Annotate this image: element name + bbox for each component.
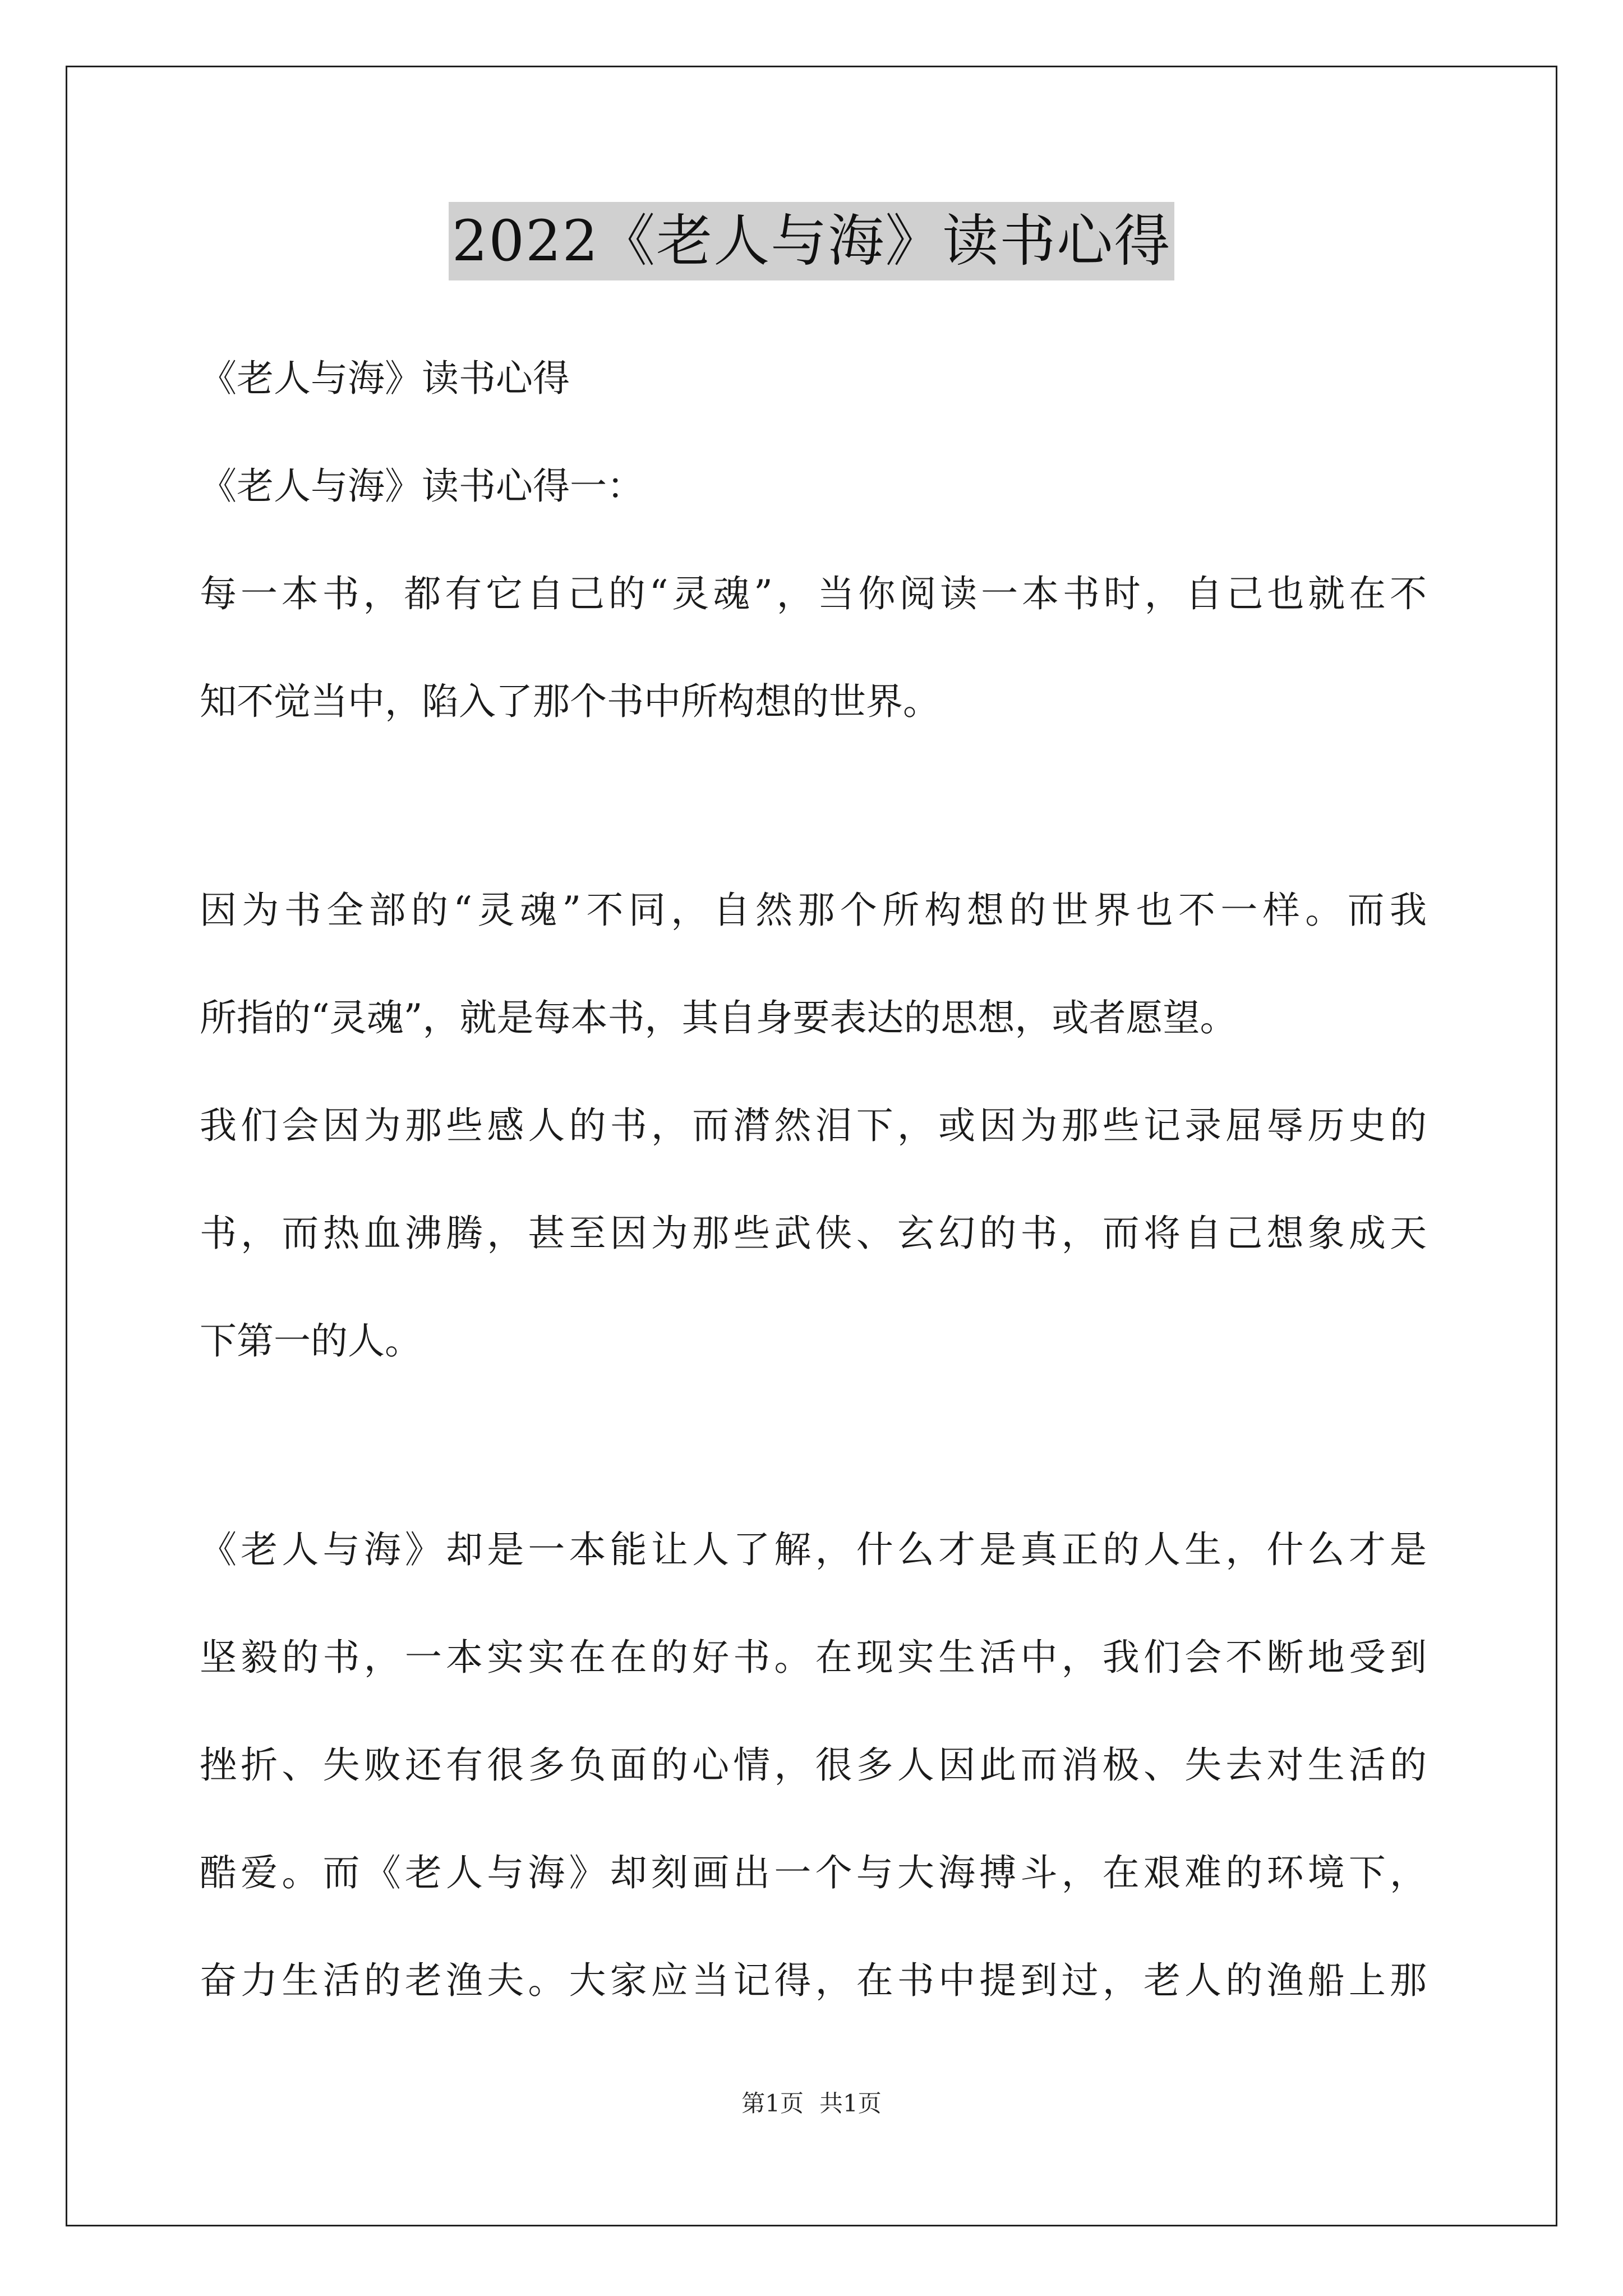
body-line: 知不觉当中，陷入了那个书中所构想的世界。 — [200, 680, 940, 723]
document-subheading: 《老人与海》读书心得一： — [200, 464, 644, 508]
body-line: 挫折、失败还有很多负面的心情，很多人因此而消极、失去对生活的 — [200, 1743, 1427, 1787]
body-line: 因为书全部的“灵魂”不同，自然那个所构想的世界也不一样。而我 — [200, 889, 1427, 932]
body-line: 我们会因为那些感人的书，而潸然泪下，或因为那些记录屈辱历史的 — [200, 1104, 1427, 1147]
page-total: 共1页 — [819, 2090, 882, 2117]
body-line: 下第一的人。 — [200, 1319, 422, 1363]
body-line: 书，而热血沸腾，甚至因为那些武侠、玄幻的书，而将自己想象成天 — [200, 1212, 1427, 1255]
body-line: 酷爱。而《老人与海》却刻画出一个与大海搏斗，在艰难的环境下， — [200, 1851, 1427, 1894]
body-line: 《老人与海》却是一本能让人了解，什么才是真正的人生，什么才是 — [200, 1528, 1427, 1571]
body-line: 每一本书，都有它自己的“灵魂”，当你阅读一本书时，自己也就在不 — [200, 572, 1427, 615]
body-line: 奋力生活的老渔夫。大家应当记得，在书中提到过，老人的渔船上那 — [200, 1959, 1427, 2002]
body-line: 坚毅的书，一本实实在在的好书。在现实生活中，我们会不断地受到 — [200, 1636, 1427, 1679]
title-container — [0, 202, 1623, 280]
page-footer — [0, 2087, 1623, 2120]
document-heading: 《老人与海》读书心得 — [200, 357, 570, 400]
page-number: 第1页 — [741, 2090, 804, 2117]
body-line: 所指的“灵魂”，就是每本书，其自身要表达的思想，或者愿望。 — [200, 996, 1237, 1039]
document-title: 2022《老人与海》读书心得 — [449, 202, 1175, 280]
